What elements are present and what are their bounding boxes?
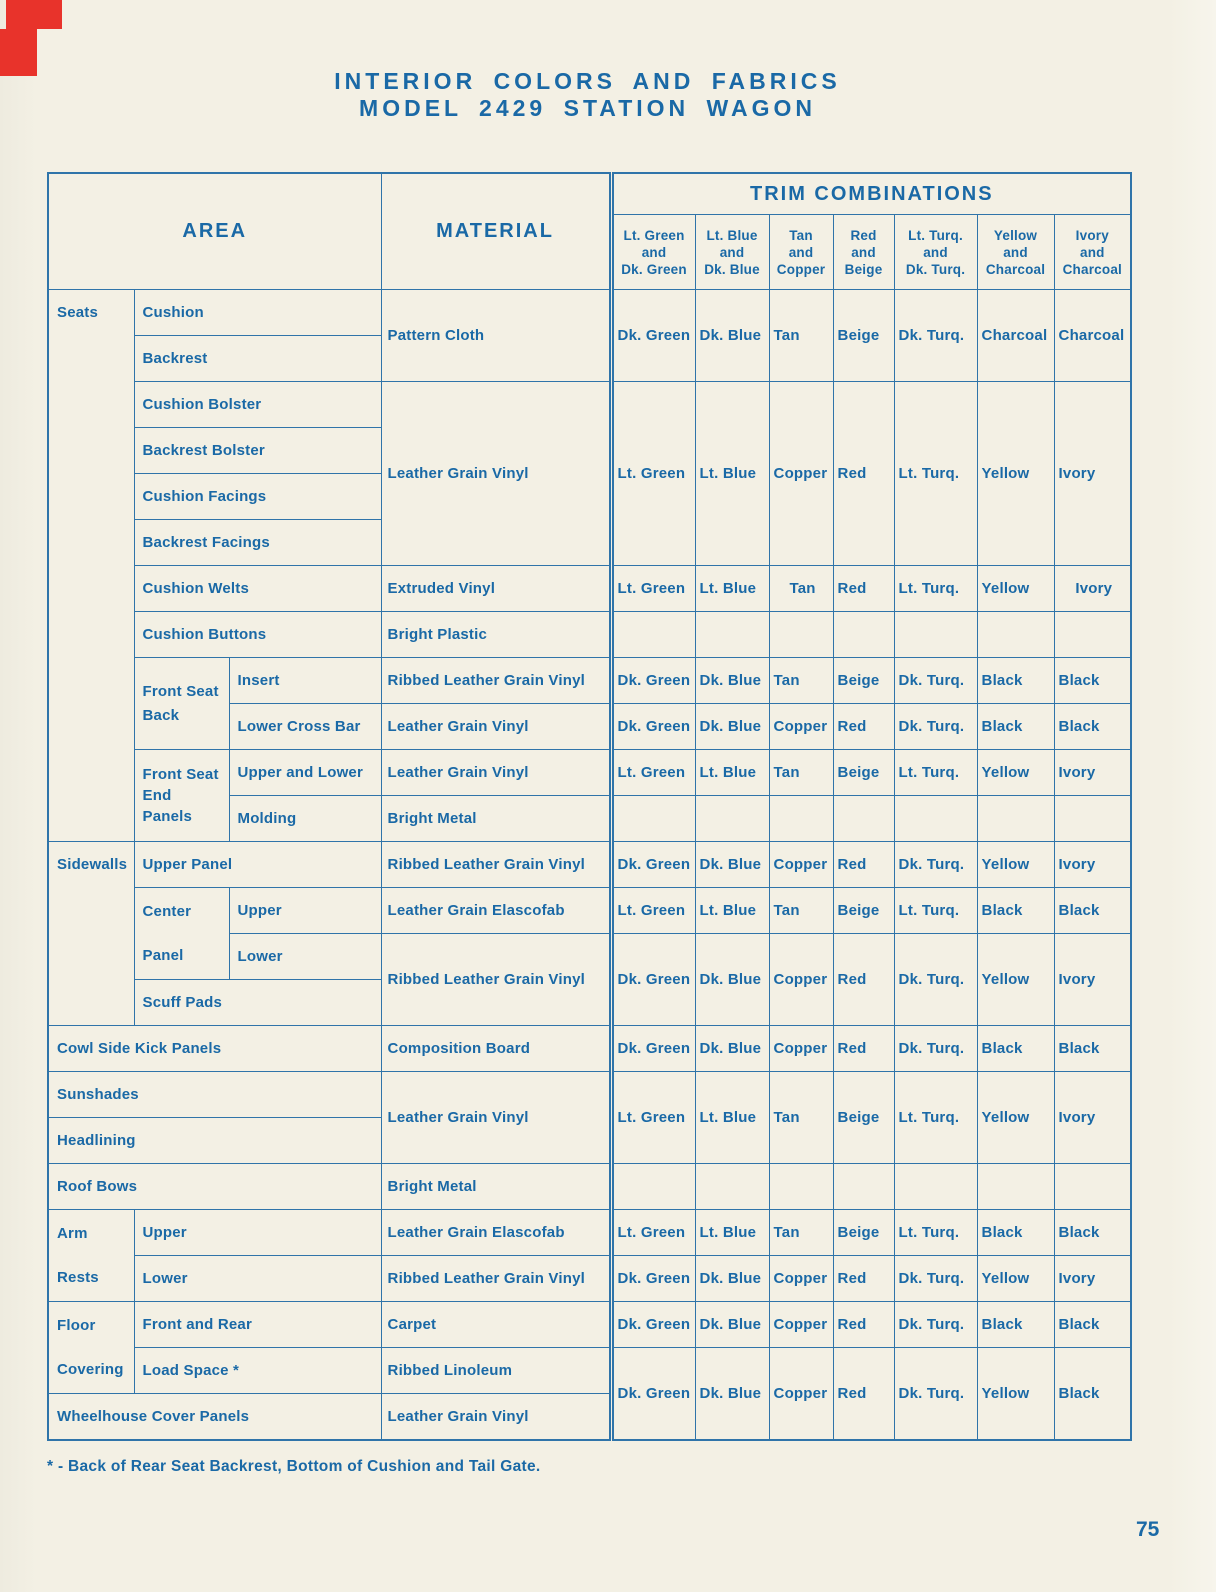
trim-cell: Dk. Blue (695, 1348, 769, 1440)
area-cell: Cowl Side Kick Panels (48, 1026, 381, 1072)
area-cell: Insert (229, 658, 381, 704)
trim-cell: Black (1054, 704, 1131, 750)
area-cell: Backrest Bolster (134, 428, 381, 474)
trim-cell: Dk. Green (611, 290, 695, 382)
area-cell: Scuff Pads (134, 980, 381, 1026)
trim-cell: Ivory (1054, 750, 1131, 796)
trim-cell: Black (977, 704, 1054, 750)
trim-cell: Copper (769, 1256, 833, 1302)
trim-combinations-header: TRIM COMBINATIONS (611, 173, 1131, 215)
trim-cell: Ivory (1054, 842, 1131, 888)
table-row (48, 612, 1131, 658)
material-cell: Ribbed Linoleum (381, 1348, 611, 1394)
trim-cell: Copper (769, 1348, 833, 1440)
trim-cell: Yellow (977, 566, 1054, 612)
trim-cell: Beige (833, 1072, 894, 1164)
trim-cell: Black (977, 1210, 1054, 1256)
trim-cell: Dk. Blue (695, 290, 769, 382)
trim-cell: Lt. Green (611, 566, 695, 612)
area-cell: Lower (134, 1256, 381, 1302)
trim-column-header: Tan and Copper (769, 215, 833, 290)
area-cell: Cushion Welts (134, 566, 381, 612)
trim-cell: Lt. Blue (695, 888, 769, 934)
trim-cell: Red (833, 382, 894, 566)
empty-trim-cell (695, 796, 769, 842)
material-cell: Bright Plastic (381, 612, 611, 658)
trim-cell: Dk. Turq. (894, 290, 977, 382)
trim-cell: Dk. Green (611, 658, 695, 704)
empty-trim-cell (695, 1164, 769, 1210)
trim-cell: Lt. Green (611, 888, 695, 934)
trim-cell: Dk. Blue (695, 934, 769, 1026)
trim-column-header: Red and Beige (833, 215, 894, 290)
material-cell: Leather Grain Vinyl (381, 704, 611, 750)
trim-cell: Dk. Blue (695, 704, 769, 750)
trim-cell: Red (833, 842, 894, 888)
area-group-seats: Seats (48, 290, 134, 842)
page-number: 75 (1136, 1518, 1160, 1541)
trim-cell: Dk. Blue (695, 658, 769, 704)
trim-cell: Dk. Blue (695, 1256, 769, 1302)
trim-cell: Tan (769, 658, 833, 704)
table-row (48, 1348, 1131, 1394)
material-cell: Leather Grain Vinyl (381, 382, 611, 566)
trim-cell: Lt. Turq. (894, 750, 977, 796)
trim-cell: Tan (769, 1210, 833, 1256)
material-cell: Composition Board (381, 1026, 611, 1072)
empty-trim-cell (1054, 796, 1131, 842)
trim-cell: Ivory (1054, 1072, 1131, 1164)
material-cell: Leather Grain Vinyl (381, 1394, 611, 1440)
trim-cell: Lt. Green (611, 750, 695, 796)
area-cell: Load Space * (134, 1348, 381, 1394)
trim-cell: Copper (769, 704, 833, 750)
trim-cell: Beige (833, 1210, 894, 1256)
trim-cell: Lt. Blue (695, 750, 769, 796)
material-cell: Ribbed Leather Grain Vinyl (381, 1256, 611, 1302)
area-cell: Sunshades (48, 1072, 381, 1118)
table-row (48, 842, 1131, 888)
trim-cell: Dk. Blue (695, 842, 769, 888)
trim-cell: Yellow (977, 750, 1054, 796)
trim-cell: Tan (769, 888, 833, 934)
trim-cell: Copper (769, 382, 833, 566)
material-cell: Bright Metal (381, 1164, 611, 1210)
area-group-arm-rests: Arm Rests (48, 1210, 134, 1302)
trim-cell: Black (1054, 1302, 1131, 1348)
trim-cell: Black (1054, 1210, 1131, 1256)
trim-cell: Charcoal (1054, 290, 1131, 382)
trim-cell: Red (833, 934, 894, 1026)
trim-cell: Lt. Blue (695, 566, 769, 612)
trim-cell: Lt. Turq. (894, 566, 977, 612)
trim-cell: Dk. Green (611, 704, 695, 750)
table-row (48, 1164, 1131, 1210)
material-cell: Leather Grain Elascofab (381, 1210, 611, 1256)
empty-trim-cell (611, 1164, 695, 1210)
trim-cell: Black (1054, 1026, 1131, 1072)
footnote: * - Back of Rear Seat Backrest, Bottom of Cushion and Tail Gate. (47, 1458, 541, 1475)
area-cell: Upper (134, 1210, 381, 1256)
area-cell: Lower (229, 934, 381, 980)
trim-cell: Dk. Turq. (894, 934, 977, 1026)
trim-column-header: Lt. Turq. and Dk. Turq. (894, 215, 977, 290)
trim-cell: Dk. Green (611, 1026, 695, 1072)
material-cell: Extruded Vinyl (381, 566, 611, 612)
area-cell: Cushion (134, 290, 381, 336)
trim-cell: Dk. Turq. (894, 1348, 977, 1440)
area-cell: Upper (229, 888, 381, 934)
area-cell: Cushion Bolster (134, 382, 381, 428)
trim-cell: Black (977, 1302, 1054, 1348)
area-cell: Front and Rear (134, 1302, 381, 1348)
trim-cell: Black (1054, 1348, 1131, 1440)
empty-trim-cell (1054, 612, 1131, 658)
trim-cell: Dk. Turq. (894, 704, 977, 750)
trim-cell: Ivory (1054, 382, 1131, 566)
empty-trim-cell (695, 612, 769, 658)
trim-cell: Dk. Turq. (894, 1302, 977, 1348)
empty-trim-cell (833, 612, 894, 658)
table-row (48, 1256, 1131, 1302)
material-cell: Pattern Cloth (381, 290, 611, 382)
empty-trim-cell (894, 796, 977, 842)
material-cell: Ribbed Leather Grain Vinyl (381, 658, 611, 704)
trim-cell: Dk. Green (611, 842, 695, 888)
trim-cell: Yellow (977, 1072, 1054, 1164)
trim-cell: Yellow (977, 382, 1054, 566)
trim-cell: Beige (833, 290, 894, 382)
area-cell: Cushion Facings (134, 474, 381, 520)
area-column-header: AREA (48, 173, 381, 290)
material-cell: Bright Metal (381, 796, 611, 842)
trim-cell: Dk. Blue (695, 1302, 769, 1348)
trim-cell: Copper (769, 842, 833, 888)
trim-cell: Ivory (1054, 934, 1131, 1026)
trim-cell: Lt. Turq. (894, 1210, 977, 1256)
trim-cell: Yellow (977, 842, 1054, 888)
title-line-2: MODEL 2429 STATION WAGON (359, 95, 816, 121)
empty-trim-cell (894, 1164, 977, 1210)
trim-cell: Lt. Blue (695, 382, 769, 566)
trim-cell: Lt. Blue (695, 1072, 769, 1164)
area-cell: Backrest (134, 336, 381, 382)
empty-trim-cell (977, 612, 1054, 658)
table-row (48, 1302, 1131, 1348)
trim-cell: Lt. Green (611, 382, 695, 566)
trim-cell: Dk. Blue (695, 1026, 769, 1072)
area-group-center-panel: Center Panel (134, 888, 229, 980)
trim-cell: Yellow (977, 1348, 1054, 1440)
table-row (48, 382, 1131, 428)
trim-cell: Dk. Turq. (894, 658, 977, 704)
trim-cell: Beige (833, 658, 894, 704)
material-cell: Leather Grain Elascofab (381, 888, 611, 934)
table-row (48, 566, 1131, 612)
trim-cell: Lt. Green (611, 1210, 695, 1256)
trim-cell: Dk. Green (611, 1256, 695, 1302)
empty-trim-cell (977, 1164, 1054, 1210)
area-cell: Roof Bows (48, 1164, 381, 1210)
empty-trim-cell (769, 612, 833, 658)
trim-cell: Beige (833, 750, 894, 796)
area-group-front-seat-end-panels: Front Seat End Panels (134, 750, 229, 842)
empty-trim-cell (769, 1164, 833, 1210)
trim-cell: Ivory (1054, 566, 1131, 612)
trim-cell: Tan (769, 290, 833, 382)
empty-trim-cell (611, 796, 695, 842)
trim-column-header: Lt. Green and Dk. Green (611, 215, 695, 290)
table-row (48, 658, 1131, 704)
empty-trim-cell (769, 796, 833, 842)
empty-trim-cell (977, 796, 1054, 842)
trim-cell: Dk. Green (611, 1348, 695, 1440)
trim-cell: Dk. Turq. (894, 1026, 977, 1072)
trim-cell: Charcoal (977, 290, 1054, 382)
trim-cell: Yellow (977, 1256, 1054, 1302)
empty-trim-cell (1054, 1164, 1131, 1210)
empty-trim-cell (611, 612, 695, 658)
material-cell: Carpet (381, 1302, 611, 1348)
trim-column-header: Yellow and Charcoal (977, 215, 1054, 290)
trim-cell: Beige (833, 888, 894, 934)
area-cell: Molding (229, 796, 381, 842)
material-cell: Leather Grain Vinyl (381, 750, 611, 796)
area-group-floor-covering: Floor Covering (48, 1302, 134, 1394)
trim-cell: Red (833, 704, 894, 750)
trim-cell: Yellow (977, 934, 1054, 1026)
area-cell: Backrest Facings (134, 520, 381, 566)
table-row (48, 750, 1131, 796)
trim-cell: Black (977, 888, 1054, 934)
trim-cell: Black (1054, 658, 1131, 704)
trim-cell: Black (1054, 888, 1131, 934)
material-cell: Ribbed Leather Grain Vinyl (381, 934, 611, 1026)
trim-cell: Dk. Turq. (894, 1256, 977, 1302)
table-row (48, 1026, 1131, 1072)
trim-cell: Red (833, 1256, 894, 1302)
table-row (48, 290, 1131, 336)
area-cell: Cushion Buttons (134, 612, 381, 658)
trim-cell: Red (833, 1302, 894, 1348)
trim-cell: Lt. Blue (695, 1210, 769, 1256)
trim-cell: Dk. Turq. (894, 842, 977, 888)
trim-cell: Red (833, 1026, 894, 1072)
trim-combinations-table (47, 172, 1132, 1441)
trim-cell: Copper (769, 934, 833, 1026)
header-row-top (48, 173, 1131, 215)
area-group-front-seat-back: Front Seat Back (134, 658, 229, 750)
trim-cell: Lt. Turq. (894, 1072, 977, 1164)
trim-cell: Red (833, 566, 894, 612)
trim-cell: Lt. Turq. (894, 888, 977, 934)
trim-cell: Ivory (1054, 1256, 1131, 1302)
table-row (48, 1072, 1131, 1118)
trim-cell: Black (977, 658, 1054, 704)
area-cell: Wheelhouse Cover Panels (48, 1394, 381, 1440)
area-group-sidewalls: Sidewalls (48, 842, 134, 1026)
trim-cell: Black (977, 1026, 1054, 1072)
trim-cell: Lt. Turq. (894, 382, 977, 566)
empty-trim-cell (833, 796, 894, 842)
area-cell: Lower Cross Bar (229, 704, 381, 750)
trim-cell: Dk. Green (611, 934, 695, 1026)
material-column-header: MATERIAL (381, 173, 611, 290)
trim-cell: Tan (769, 566, 833, 612)
trim-column-header: Lt. Blue and Dk. Blue (695, 215, 769, 290)
empty-trim-cell (833, 1164, 894, 1210)
trim-cell: Red (833, 1348, 894, 1440)
material-cell: Ribbed Leather Grain Vinyl (381, 842, 611, 888)
material-cell: Leather Grain Vinyl (381, 1072, 611, 1164)
trim-cell: Copper (769, 1026, 833, 1072)
empty-trim-cell (894, 612, 977, 658)
area-cell: Headlining (48, 1118, 381, 1164)
trim-cell: Dk. Green (611, 1302, 695, 1348)
trim-cell: Lt. Green (611, 1072, 695, 1164)
trim-cell: Tan (769, 1072, 833, 1164)
page-title (0, 68, 1175, 122)
area-cell: Upper Panel (134, 842, 381, 888)
trim-cell: Copper (769, 1302, 833, 1348)
title-line-1: INTERIOR COLORS AND FABRICS (334, 68, 841, 94)
area-cell: Upper and Lower (229, 750, 381, 796)
red-registration-mark (6, 0, 62, 29)
trim-column-header: Ivory and Charcoal (1054, 215, 1131, 290)
trim-cell: Tan (769, 750, 833, 796)
table-row (48, 1210, 1131, 1256)
table-row (48, 888, 1131, 934)
